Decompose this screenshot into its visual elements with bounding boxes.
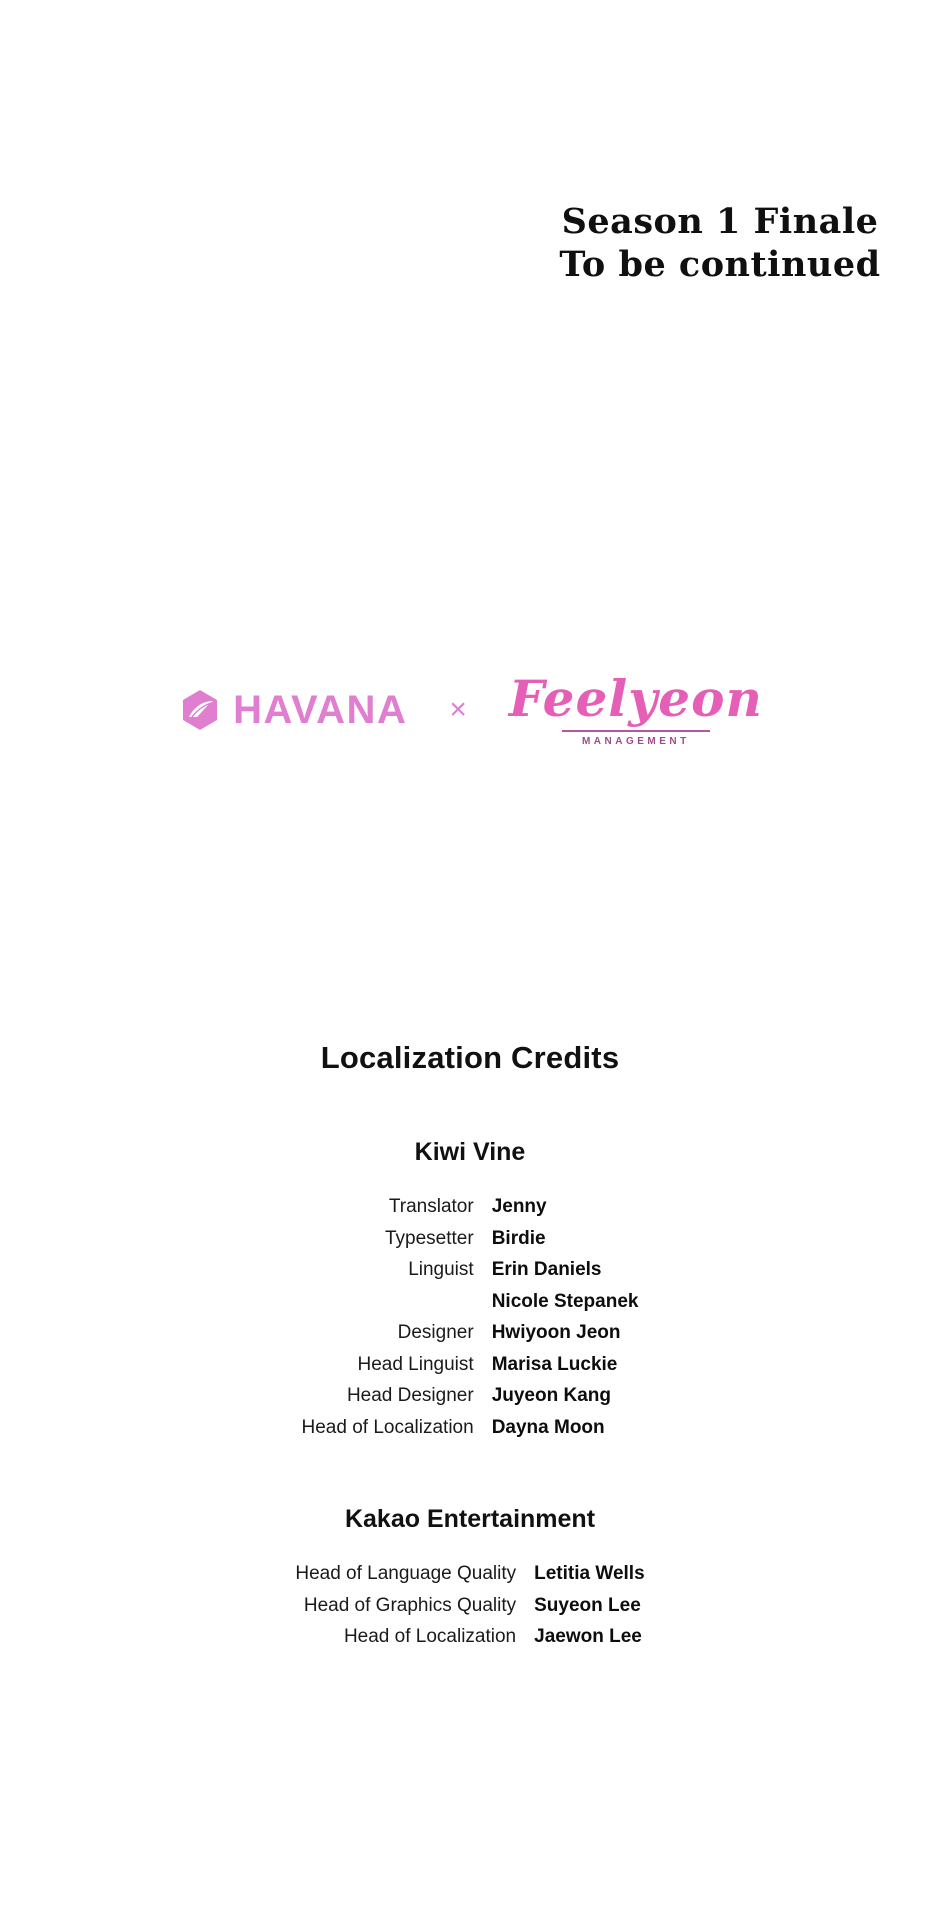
feelyeon-divider bbox=[562, 730, 710, 732]
credits-table-kiwi-vine bbox=[302, 1193, 639, 1445]
feelyeon-wordmark: Feelyeon bbox=[508, 668, 763, 728]
logo-row bbox=[0, 655, 940, 765]
credit-row bbox=[302, 1351, 639, 1383]
credit-name: Jaewon Lee bbox=[534, 1626, 642, 1648]
credit-row bbox=[295, 1560, 644, 1592]
havana-wordmark: HAVANA bbox=[233, 688, 408, 732]
feelyeon-subtitle: MANAGEMENT bbox=[581, 735, 690, 747]
credit-row bbox=[302, 1319, 639, 1351]
localization-credits bbox=[0, 1040, 940, 1655]
finale-line-1: Season 1 Finale bbox=[561, 201, 879, 242]
credit-row bbox=[302, 1414, 639, 1446]
credits-title: Localization Credits bbox=[320, 1040, 620, 1075]
credit-role: Translator bbox=[388, 1196, 474, 1217]
credit-row bbox=[302, 1382, 639, 1414]
finale-line-2: To be continued bbox=[559, 244, 881, 286]
credit-name: Suyeon Lee bbox=[534, 1594, 641, 1616]
feelyeon-logo bbox=[508, 668, 763, 747]
credit-name: Jenny bbox=[491, 1196, 547, 1217]
credits-section-title-kiwi-vine: Kiwi Vine bbox=[414, 1138, 526, 1166]
credit-row bbox=[302, 1256, 639, 1288]
credit-row bbox=[302, 1288, 639, 1320]
credit-role: Linguist bbox=[408, 1259, 474, 1281]
credit-name: Dayna Moon bbox=[491, 1416, 605, 1438]
finale-heading bbox=[0, 200, 940, 287]
credit-name: Birdie bbox=[491, 1227, 546, 1249]
havana-logo bbox=[177, 687, 407, 733]
credit-name: Marisa Luckie bbox=[491, 1353, 618, 1375]
credit-row bbox=[295, 1623, 644, 1655]
credit-role: Head Linguist bbox=[357, 1353, 474, 1375]
havana-hexagon-leaf-icon bbox=[177, 687, 223, 733]
credit-role: Head Designer bbox=[346, 1385, 474, 1407]
credit-row bbox=[302, 1193, 639, 1225]
credit-name: Nicole Stepanek bbox=[491, 1290, 639, 1312]
credit-row bbox=[302, 1225, 639, 1257]
credit-name: Letitia Wells bbox=[534, 1563, 645, 1585]
credit-name: Hwiyoon Jeon bbox=[491, 1322, 621, 1344]
credit-role bbox=[302, 1288, 492, 1320]
credit-role: Head of Language Quality bbox=[295, 1563, 517, 1585]
credits-section-title-kakao: Kakao Entertainment bbox=[344, 1505, 596, 1534]
section-spacer bbox=[0, 1445, 940, 1505]
credit-role: Designer bbox=[397, 1322, 474, 1344]
credit-role: Typesetter bbox=[384, 1227, 474, 1249]
credit-role: Head of Localization bbox=[343, 1626, 517, 1648]
credit-row bbox=[295, 1592, 644, 1624]
logo-separator-icon: × bbox=[449, 693, 467, 726]
credit-name: Juyeon Kang bbox=[491, 1385, 611, 1407]
credit-name: Erin Daniels bbox=[491, 1259, 602, 1281]
credit-role: Head of Graphics Quality bbox=[303, 1594, 517, 1616]
credits-table-kakao bbox=[295, 1560, 644, 1655]
credit-role: Head of Localization bbox=[301, 1416, 474, 1438]
